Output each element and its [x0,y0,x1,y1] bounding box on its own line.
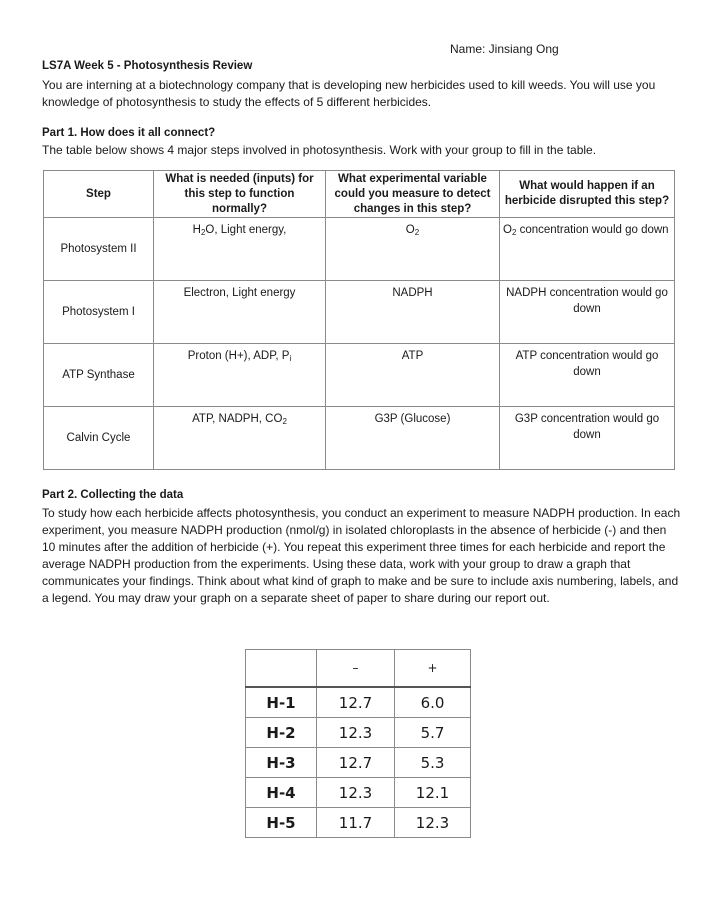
table-row [44,407,675,470]
table-row [44,344,675,407]
plus-value: 12.1 [395,778,471,808]
plus-value: 12.3 [395,808,471,838]
student-name: Name: Jinsiang Ong [450,42,559,56]
data-header-minus: – [317,650,395,688]
herbicide-label: H-1 [246,687,317,718]
nadph-data-table [245,649,471,838]
table-row [44,218,675,281]
table-row [246,687,471,718]
inputs-cell: $H_2O$, Light energy, [154,218,326,281]
step-name: ATP Synthase [44,344,154,407]
herbicide-label: H-4 [246,778,317,808]
minus-value: 12.3 [317,778,395,808]
minus-value: 12.7 [317,748,395,778]
header-disrupted: What would happen if an herbicide disrupted this step? [500,171,675,218]
variable-cell: NADPH [326,281,500,344]
intro-paragraph: You are interning at a biotechnology company that is developing new herbicides used to kill weeds. You will use you knowledge of photosynthesis to study the effects of 5 different herbicides. [42,78,656,109]
disrupted-cell: $O_2$ concentration would go down [500,218,675,281]
photosynthesis-steps-table [43,170,675,470]
table-header-row [44,171,675,218]
table-row [246,808,471,838]
step-name: Calvin Cycle [44,407,154,470]
table-row [246,778,471,808]
disrupted-cell: G3P concentration would go down [500,407,675,470]
inputs-cell: ATP, NADPH, $CO_2$ [154,407,326,470]
plus-value: 5.3 [395,748,471,778]
plus-value: 5.7 [395,718,471,748]
part2-description: To study how each herbicide affects photosynthesis, you conduct an experiment to measure NADPH production. In each experiment, you measure NADPH production (nmol/g) in isolated chloroplasts in the absence of herbicide (-) and then 10 minutes after the addition of herbicide (+). You repeat this experiment three times for each herbicide and report the average NADPH production from the experiments. Using these data, work with your group to draw a graph that communicates your findings. Think about what kind of graph to make and be sure to include axis numbering, labels, and a legend. You may draw your graph on a separate sheet of paper to share during our report out. [42,506,681,605]
table-row [246,748,471,778]
herbicide-label: H-2 [246,718,317,748]
inputs-cell: Proton (H+), ADP, $P_i$ [154,344,326,407]
disrupted-cell: ATP concentration would go down [500,344,675,407]
herbicide-label: H-3 [246,748,317,778]
table-row [246,718,471,748]
minus-value: 12.7 [317,687,395,718]
part1-description: The table below shows 4 major steps involved in photosynthesis. Work with your group to fill in the table. [42,143,597,157]
minus-value: 12.3 [317,718,395,748]
disrupted-cell: NADPH concentration would go down [500,281,675,344]
header-step: Step [44,171,154,218]
part1-title: Part 1. How does it all connect? [42,127,216,139]
part2-title: Part 2. Collecting the data [42,489,184,501]
data-header-plus: + [395,650,471,688]
herbicide-label: H-5 [246,808,317,838]
document-title: LS7A Week 5 - Photosynthesis Review [42,60,253,72]
inputs-cell: Electron, Light energy [154,281,326,344]
variable-cell: ATP [326,344,500,407]
minus-value: 11.7 [317,808,395,838]
step-name: Photosystem I [44,281,154,344]
variable-cell: G3P (Glucose) [326,407,500,470]
header-variable: What experimental variable could you measure to detect changes in this step? [326,171,500,218]
data-header-row [246,650,471,688]
plus-value: 6.0 [395,687,471,718]
table-row [44,281,675,344]
variable-cell: $O_2$ [326,218,500,281]
step-name: Photosystem II [44,218,154,281]
data-header-blank [246,650,317,688]
header-inputs: What is needed (inputs) for this step to function normally? [154,171,326,218]
